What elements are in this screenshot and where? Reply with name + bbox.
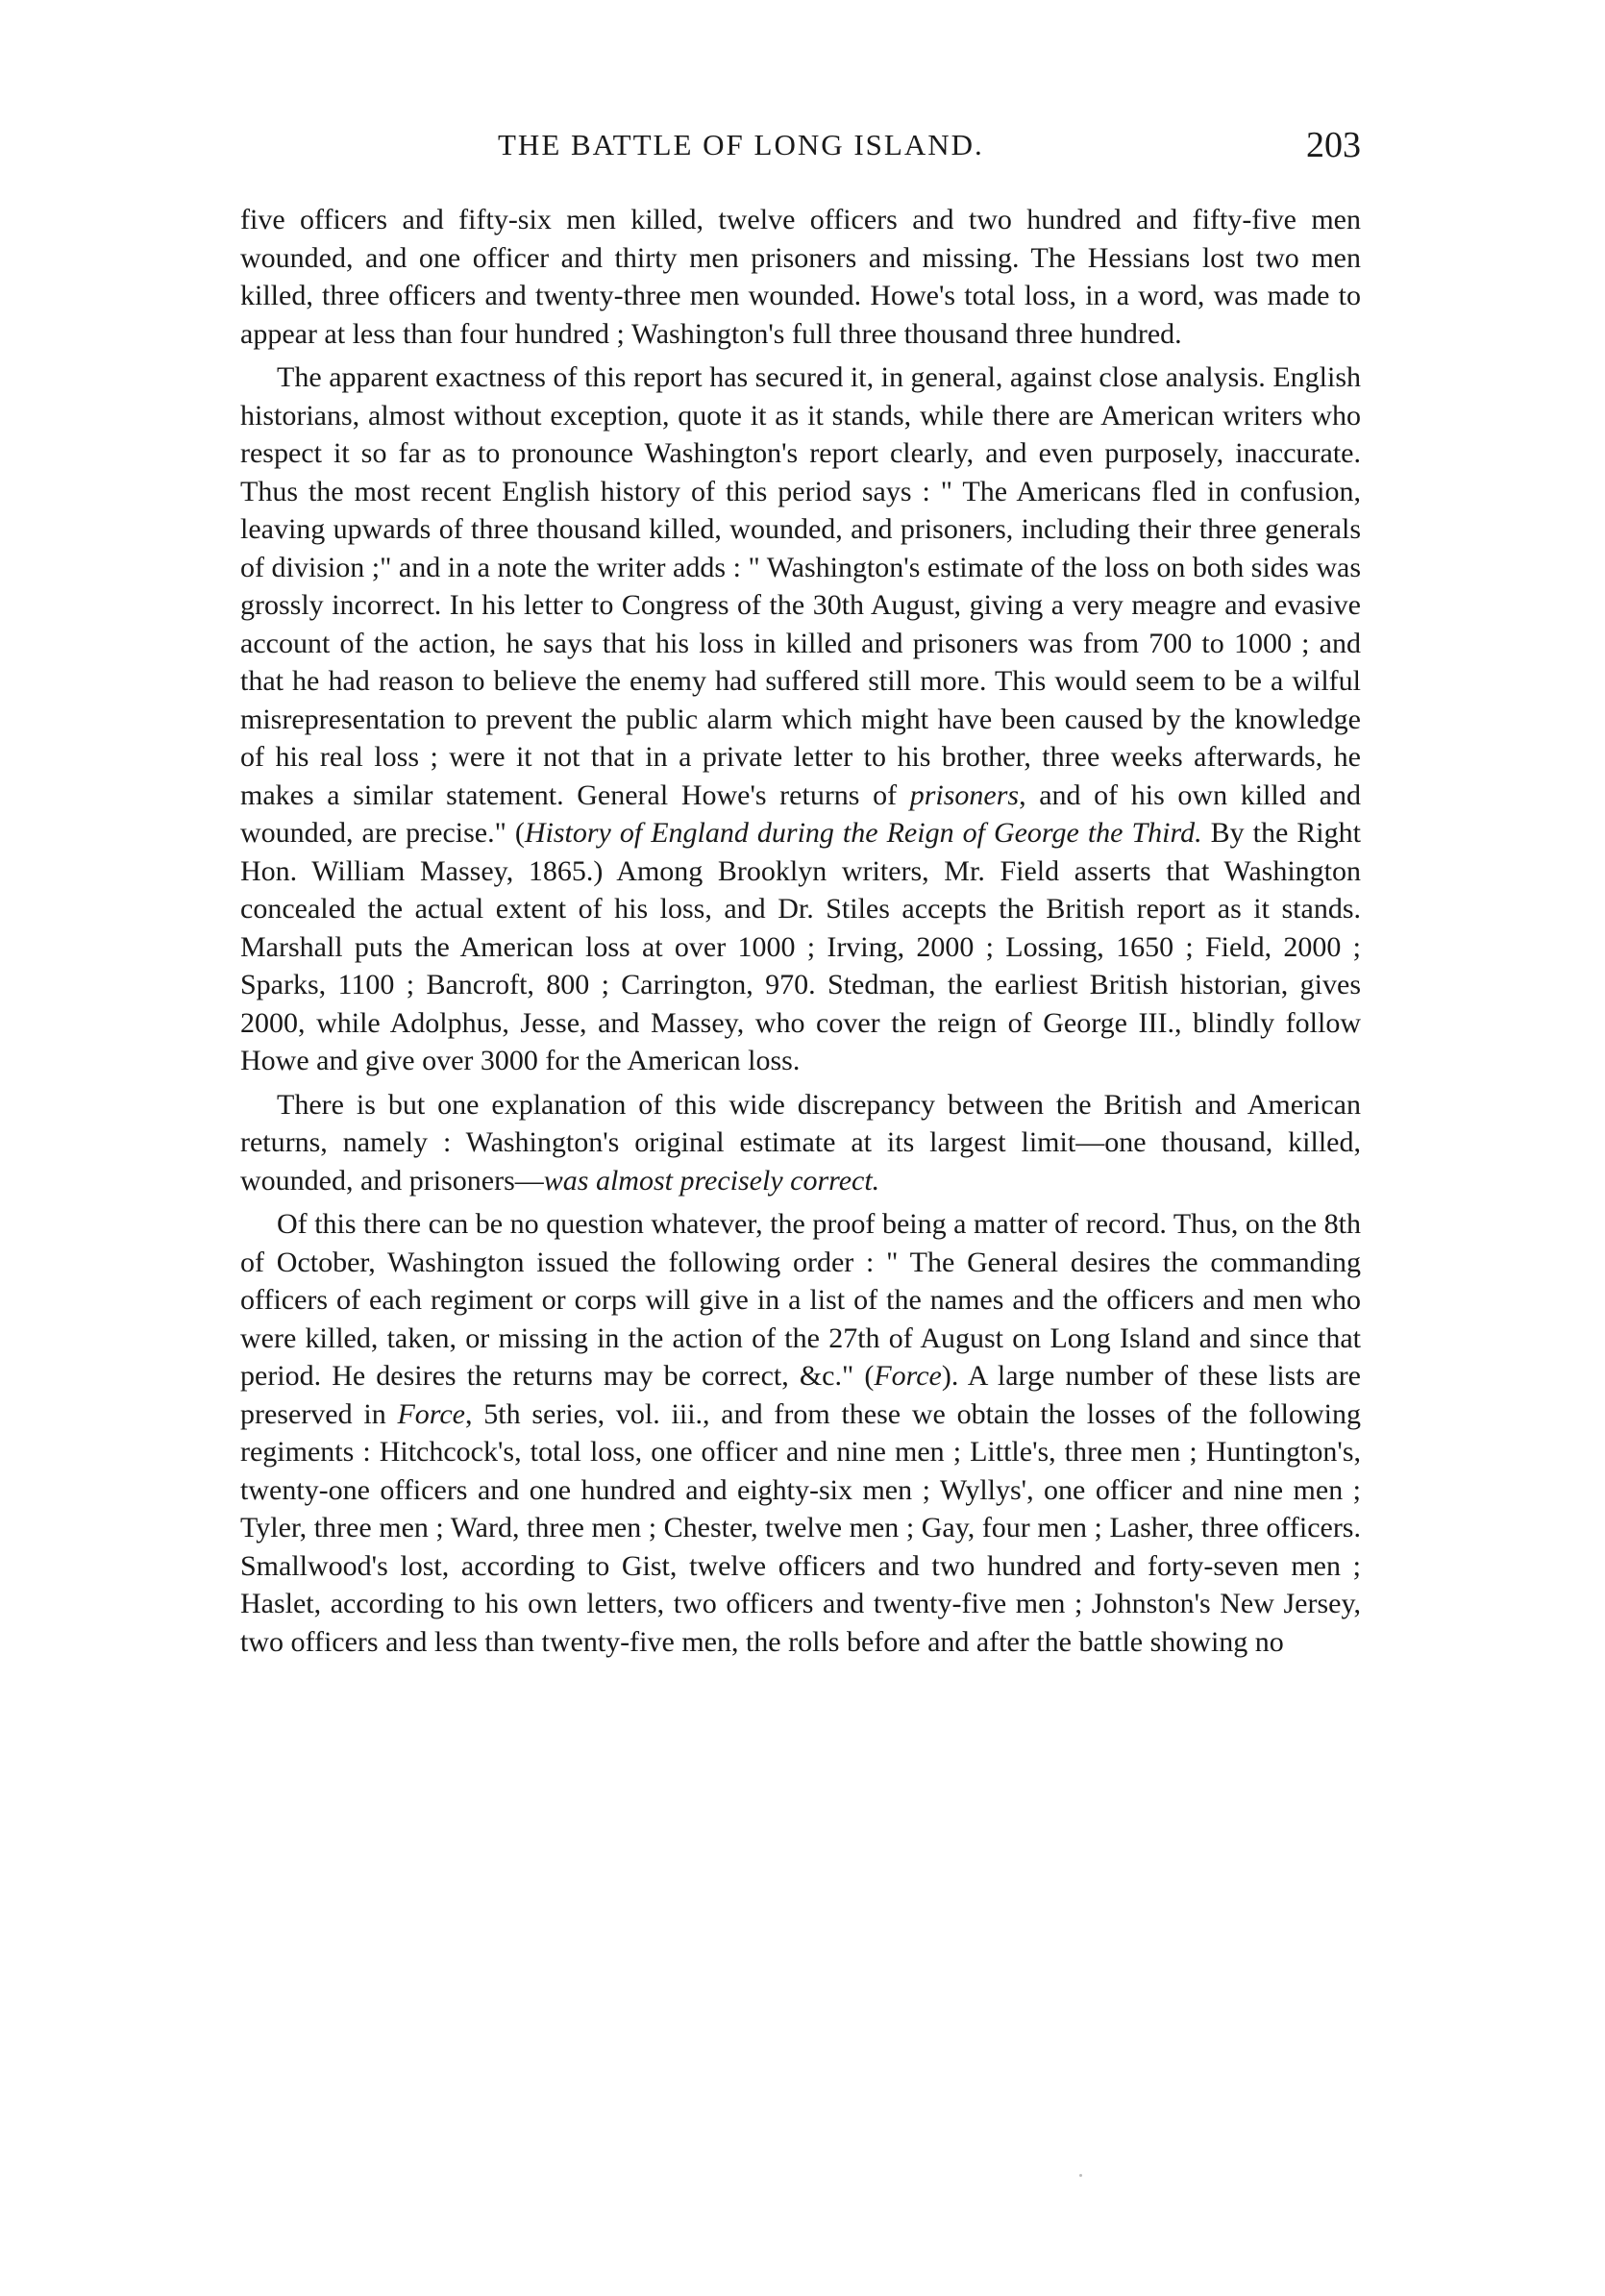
paragraph-3 <box>240 1086 1361 1200</box>
italic-force-2: Force <box>397 1397 465 1430</box>
page-number: 203 <box>1306 125 1361 165</box>
paragraph-2-text-b: , and of his own killed and wounded, are precise." ( <box>240 778 1361 849</box>
body-text <box>240 201 1361 1666</box>
paragraph-2-text-c: By the Right Hon. William Massey, 1865.) Among Brooklyn writers, Mr. Field asserts that Washington concealed the actual extent of his loss, and Dr. Stiles accepts the British report as it stands. Marshall puts the American loss at over 1000 ; Irving, 2000 ; Lossing, 1650 ; Field, 2000 ; Sparks, 1100 ; Bancroft, 800 ; Carrington, 970. Stedman, the earliest British historian, gives 2000, while Adolphus, Jesse, and Massey, who cover the reign of George III., blindly follow Howe and give over 3000 for the American loss. <box>240 817 1361 1076</box>
page-header <box>240 121 1361 169</box>
paragraph-1 <box>240 201 1361 353</box>
italic-book-title: History of England during the Reign of George the Third. <box>524 817 1202 849</box>
paragraph-1-text: five officers and fifty-six men killed, twelve officers and two hundred and fifty-five men wounded, and one officer and thirty men prisoners and missing. The Hessians lost two men killed, three officers and twenty-three men wounded. Howe's total loss, in a word, was made to appear at less than four hundred ; Washington's full three thousand three hundred. <box>240 204 1361 350</box>
italic-force-1: Force <box>874 1360 942 1392</box>
italic-prisoners: prisoners <box>909 778 1020 811</box>
paragraph-4-text-a: Of this there can be no question whatever, the proof being a matter of record. Thus, on the 8th of October, Washington issued the following order : " The General desires the commanding officers of each regiment or corps will give in a list of the names and the officers and men who were killed, taken, or missing in the action of the 27th of August on Long Island and since that period. He desires the returns may be correct, &c." ( <box>240 1208 1361 1392</box>
paragraph-3-text: There is but one explanation of this wide discrepancy between the British and American returns, namely : Washington's original estimate at its largest limit—one thousand, killed, wounded, and prisoners— <box>240 1088 1361 1197</box>
running-title: THE BATTLE OF LONG ISLAND. <box>498 128 984 161</box>
paragraph-4-text-c: , 5th series, vol. iii., and from these we obtain the losses of the following regiments : Hitchcock's, total loss, one officer and nine men ; Little's, three men ; Huntington's, twenty-one officers and one hundred and eighty-six men ; Wyllys', one officer and nine men ; Tyler, three men ; Ward, three men ; Chester, twelve men ; Gay, four men ; Lasher, three officers. Smallwood's lost, according to Gist, twelve officers and two hundred and forty-seven men ; Haslet, according to his own letters, two officers and twenty-five men ; Johnston's New Jersey, two officers and less than twenty-five men, the rolls before and after the battle showing no <box>240 1397 1362 1658</box>
italic-emphasis: was almost precisely correct. <box>543 1164 880 1197</box>
paragraph-4 <box>240 1205 1361 1661</box>
print-speck <box>1079 2174 1082 2177</box>
paragraph-2-text-a: The apparent exactness of this report has secured it, in general, against close analysis. English historians, almost without exception, quote it as it stands, while there are American writers who respect it so far as to pronounce Washington's report clearly, and even purposely, inaccurate. Thus the most recent English history of this period says : " The Americans fled in confusion, leaving upwards of three thousand killed, wounded, and prisoners, including their three generals of division ;" and in a note the writer adds : " Washington's estimate of the loss on both sides was grossly incorrect. In his letter to Congress of the 30th August, giving a very meagre and evasive account of the action, he says that his loss in killed and prisoners was from 700 to 1000 ; and that he had reason to believe the enemy had suffered still more. This would seem to be a wilful misrepresentation to prevent the public alarm which might have been caused by the knowledge of his real loss ; were it not that in a private letter to his brother, three weeks afterwards, he makes a similar statement. General Howe's returns of <box>240 361 1361 811</box>
paragraph-4-text-b: ). A large number of these lists are preserved in <box>240 1360 1362 1430</box>
paragraph-2 <box>240 358 1361 1080</box>
